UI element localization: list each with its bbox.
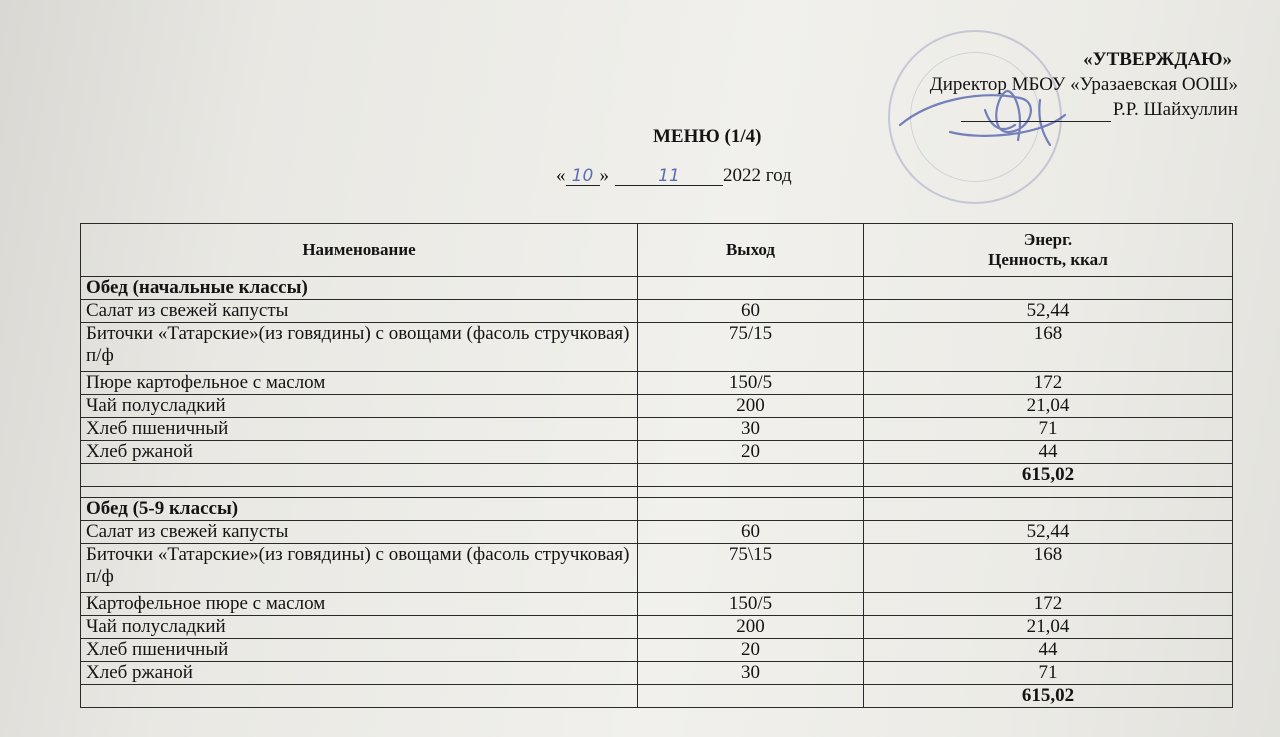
dish-energy: 71 — [864, 662, 1233, 685]
table-row — [81, 521, 1233, 544]
total-row — [81, 464, 1233, 487]
table-row — [81, 441, 1233, 464]
table-row — [81, 616, 1233, 639]
section-total: 615,02 — [864, 464, 1233, 487]
dish-yield: 200 — [638, 395, 864, 418]
section-header-row — [81, 277, 1233, 300]
dish-yield: 20 — [638, 639, 864, 662]
date-month: 11 — [615, 167, 723, 186]
approval-signature-line — [818, 98, 1238, 122]
dish-yield: 200 — [638, 616, 864, 639]
approval-heading: «УТВЕРЖДАЮ» — [1083, 49, 1232, 70]
dish-energy: 172 — [864, 593, 1233, 616]
dish-name: Хлеб ржаной — [81, 662, 638, 685]
total-row — [81, 685, 1233, 708]
dish-yield: 150/5 — [638, 372, 864, 395]
table-row — [81, 323, 1233, 372]
table-row — [81, 395, 1233, 418]
date-open-quote: « — [556, 165, 566, 186]
table-row — [81, 593, 1233, 616]
table-row — [81, 639, 1233, 662]
dish-energy: 44 — [864, 441, 1233, 464]
dish-energy: 21,04 — [864, 395, 1233, 418]
section-title: Обед (начальные классы) — [81, 277, 638, 300]
dish-name: Салат из свежей капусты — [81, 521, 638, 544]
dish-energy: 168 — [864, 544, 1233, 593]
menu-date — [556, 165, 792, 187]
dish-energy: 44 — [864, 639, 1233, 662]
date-close-quote: » — [599, 165, 609, 186]
dish-yield: 60 — [638, 521, 864, 544]
signature-blank — [961, 103, 1111, 122]
dish-name: Чай полусладкий — [81, 395, 638, 418]
menu-title: МЕНЮ (1/4) — [653, 126, 762, 147]
approval-block — [818, 48, 1238, 122]
table-row — [81, 300, 1233, 323]
table-row — [81, 662, 1233, 685]
header-energy — [864, 224, 1233, 277]
dish-energy: 21,04 — [864, 616, 1233, 639]
table-row — [81, 418, 1233, 441]
section-total: 615,02 — [864, 685, 1233, 708]
section-title: Обед (5-9 классы) — [81, 498, 638, 521]
table-row — [81, 372, 1233, 395]
dish-energy: 52,44 — [864, 521, 1233, 544]
dish-yield: 60 — [638, 300, 864, 323]
approval-signatory: Р.Р. Шайхуллин — [1112, 99, 1238, 120]
header-energy-line2: Ценность, ккал — [988, 250, 1108, 269]
dish-yield: 75/15 — [638, 323, 864, 372]
header-energy-line1: Энерг. — [1023, 230, 1073, 249]
dish-yield: 20 — [638, 441, 864, 464]
section-header-row — [81, 498, 1233, 521]
approval-position: Директор МБОУ «Уразаевская ООШ» — [929, 74, 1238, 95]
table-header-row — [81, 224, 1233, 277]
dish-name: Биточки «Татарские»(из говядины) с овощами (фасоль стручковая) п/ф — [81, 544, 638, 593]
dish-name: Салат из свежей капусты — [81, 300, 638, 323]
header-name: Наименование — [81, 224, 638, 277]
dish-name: Чай полусладкий — [81, 616, 638, 639]
header-yield: Выход — [638, 224, 864, 277]
dish-name: Пюре картофельное с маслом — [81, 372, 638, 395]
menu-table — [80, 223, 1233, 708]
dish-yield: 150/5 — [638, 593, 864, 616]
dish-energy: 168 — [864, 323, 1233, 372]
dish-energy: 71 — [864, 418, 1233, 441]
dish-yield: 75\15 — [638, 544, 864, 593]
date-day: 10 — [566, 167, 600, 186]
dish-name: Картофельное пюре с маслом — [81, 593, 638, 616]
spacer-row — [81, 487, 1233, 498]
dish-energy: 52,44 — [864, 300, 1233, 323]
dish-yield: 30 — [638, 418, 864, 441]
dish-energy: 172 — [864, 372, 1233, 395]
dish-name: Хлеб пшеничный — [81, 418, 638, 441]
date-year: 2022 год — [723, 165, 792, 186]
dish-name: Хлеб пшеничный — [81, 639, 638, 662]
dish-name: Хлеб ржаной — [81, 441, 638, 464]
dish-yield: 30 — [638, 662, 864, 685]
table-row — [81, 544, 1233, 593]
dish-name: Биточки «Татарские»(из говядины) с овощами (фасоль стручковая) п/ф — [81, 323, 638, 372]
